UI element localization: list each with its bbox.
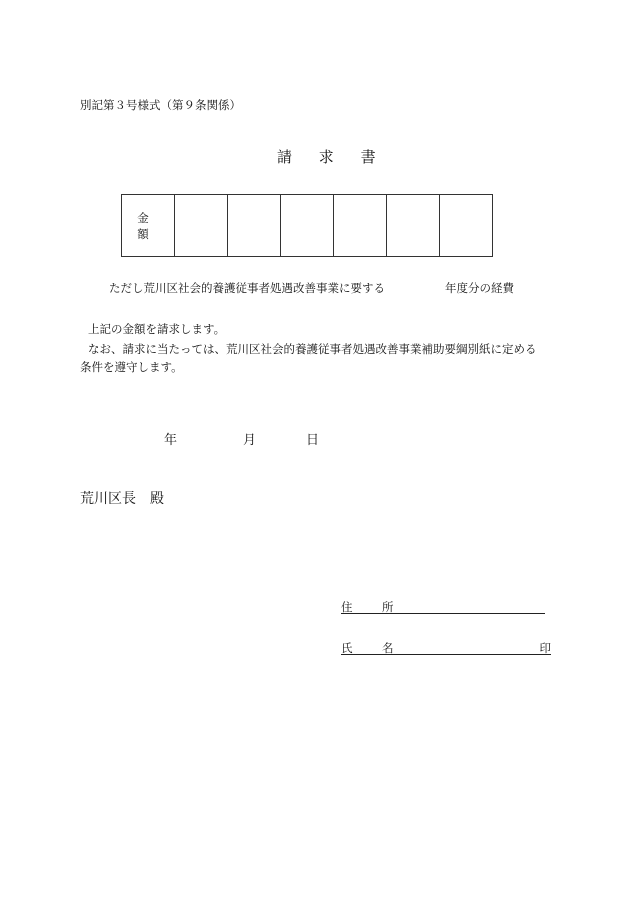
amount-table bbox=[121, 194, 493, 257]
paragraph-3: 条件を遵守します。 bbox=[80, 360, 183, 374]
purpose-text: ただし荒川区社会的養護従事者処遇改善事業に要する bbox=[109, 281, 385, 295]
amount-digit-box[interactable] bbox=[334, 195, 387, 257]
amount-label: 金 額 bbox=[137, 210, 181, 241]
purpose-tail: 年度分の経費 bbox=[445, 281, 514, 295]
amount-digit-box[interactable] bbox=[281, 195, 334, 257]
address-field[interactable] bbox=[341, 599, 545, 614]
date-month-label: 月 bbox=[243, 433, 257, 448]
addressee: 荒川区長 殿 bbox=[80, 491, 164, 507]
seal-mark: 印 bbox=[539, 641, 551, 655]
address-label: 住 所 bbox=[341, 600, 403, 614]
title-char-3: 書 bbox=[360, 148, 378, 166]
amount-digit-box[interactable] bbox=[440, 195, 493, 257]
amount-label-cell bbox=[122, 195, 181, 257]
amount-digit-box[interactable] bbox=[228, 195, 281, 257]
date-day-label: 日 bbox=[306, 433, 320, 448]
date-year-label: 年 bbox=[164, 433, 178, 448]
name-field[interactable] bbox=[341, 640, 551, 655]
title-char-1: 請 bbox=[277, 148, 295, 166]
form-number: 別記第３号様式（第９条関係） bbox=[80, 98, 241, 112]
paragraph-1: 上記の金額を請求します。 bbox=[88, 322, 226, 336]
amount-digit-box[interactable] bbox=[175, 195, 228, 257]
document-title bbox=[277, 146, 378, 167]
name-label: 氏 名 bbox=[341, 641, 403, 655]
title-char-2: 求 bbox=[318, 148, 336, 166]
paragraph-2: なお、請求に当たっては、荒川区社会的養護従事者処遇改善事業補助要綱別紙に定める bbox=[88, 342, 537, 356]
amount-digit-box[interactable] bbox=[387, 195, 440, 257]
